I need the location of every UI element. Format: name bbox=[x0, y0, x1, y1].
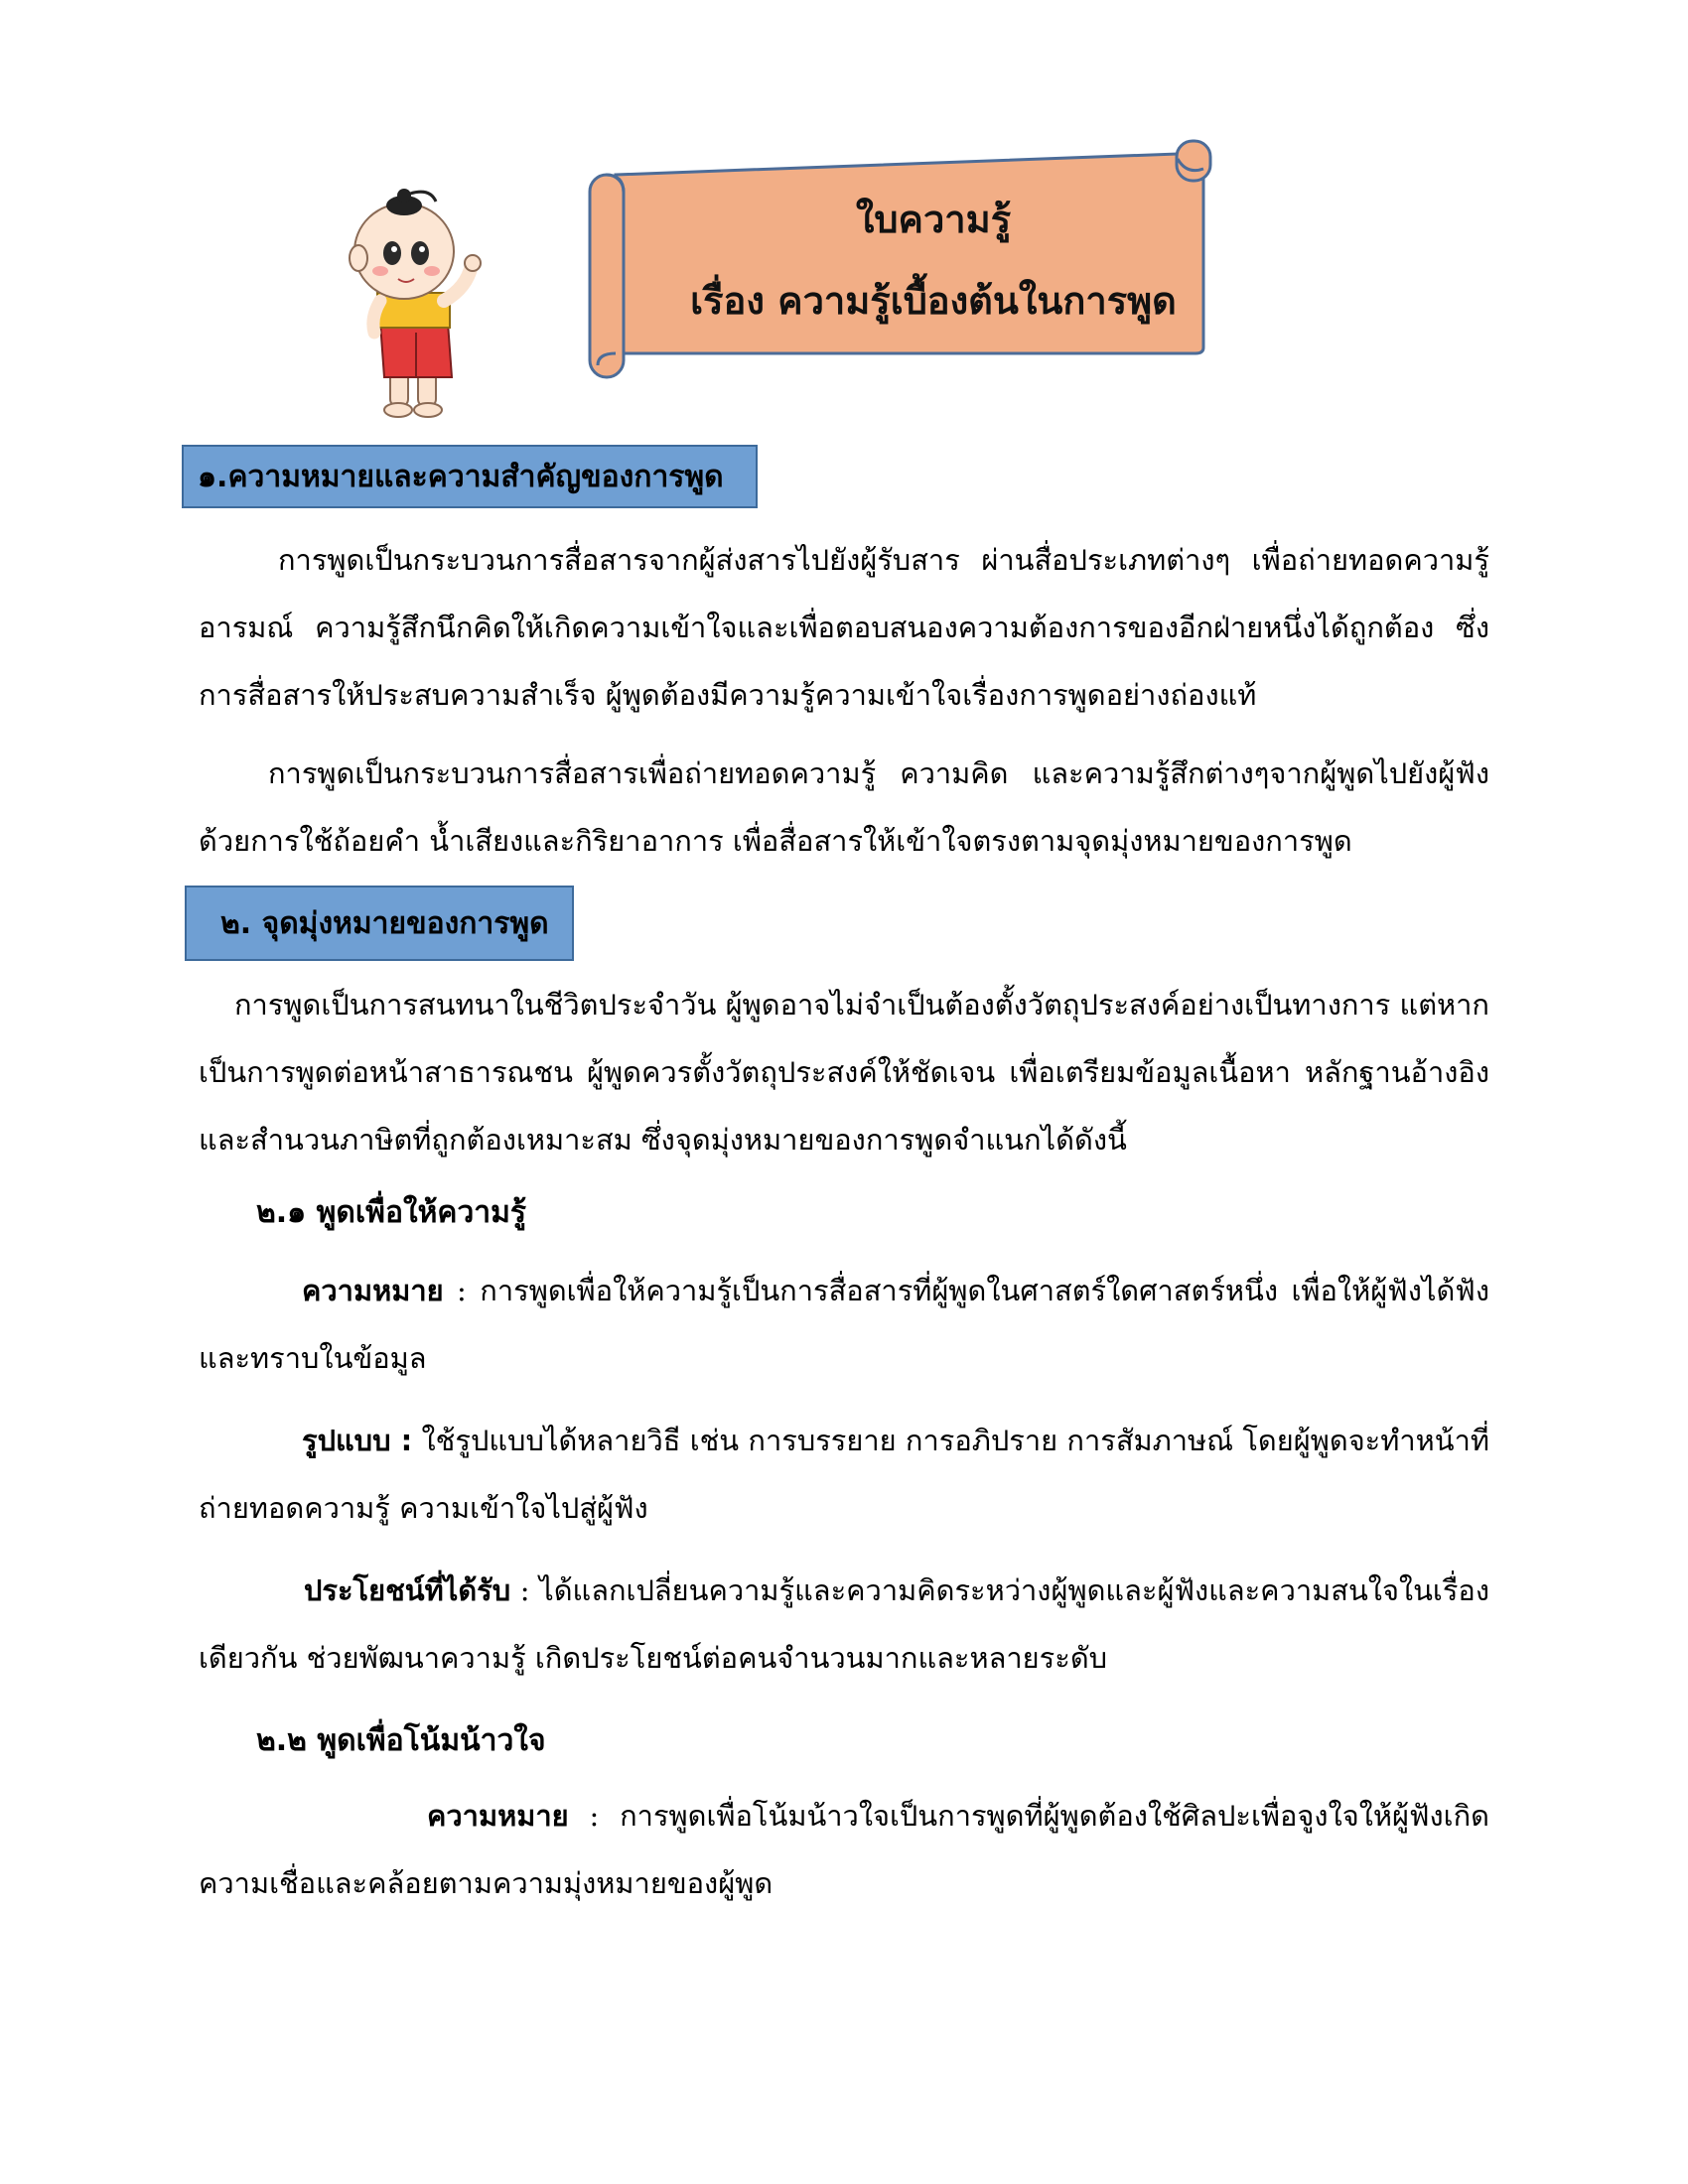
subsection-2-1-form bbox=[199, 1407, 1489, 1542]
scroll-banner-shape bbox=[586, 139, 1221, 387]
title-scroll-banner bbox=[586, 139, 1221, 387]
section-1-paragraph-2 bbox=[199, 740, 1489, 875]
section-1-heading bbox=[182, 445, 758, 508]
meaning-text: : การพูดเพื่อให้ความรู้เป็นการสื่อสารที่ผู้พูดในศาสตร์ใดศาสตร์หนึ่ง เพื่อให้ผู้ฟังได้ฟังและทราบในข้อมูล bbox=[199, 1274, 1489, 1375]
meaning-label: ความหมาย bbox=[302, 1274, 444, 1307]
form-text: ใช้รูปแบบได้หลายวิธี เช่น การบรรยาย การอภิปราย การสัมภาษณ์ โดยผู้พูดจะทำหน้าที่ถ่ายทอดความรู้ ความเข้าใจไปสู่ผู้ฟัง bbox=[199, 1424, 1489, 1525]
banner-subtitle: เรื่อง ความรู้เบื้องต้นในการพูด bbox=[690, 279, 1177, 323]
section-1-paragraph-2-text: การพูดเป็นกระบวนการสื่อสารเพื่อถ่ายทอดความรู้ ความคิด และความรู้สึกต่างๆจากผู้พูดไปยังผู้ฟัง ด้วยการใช้ถ้อยคำ น้ำเสียงและกิริยาอาการ เพื่อสื่อสารให้เข้าใจตรงตามจุดมุ่งหมายของการพูด bbox=[199, 756, 1489, 858]
subsection-2-1-heading: ๒.๑ พูดเพื่อให้ความรู้ bbox=[256, 1195, 527, 1230]
subsection-2-1-meaning bbox=[199, 1257, 1489, 1392]
benefit-text: : ได้แลกเปลี่ยนความรู้และความคิดระหว่างผู้พูดและผู้ฟังและความสนใจในเรื่องเดียวกัน ช่วยพัฒนาความรู้ เกิดประโยชน์ต่อคนจำนวนมากและหลายระดับ bbox=[199, 1573, 1489, 1675]
form-label: รูปแบบ : bbox=[302, 1424, 413, 1457]
section-1-heading-text: ๑.ความหมายและความสำคัญของการพูด bbox=[198, 459, 724, 494]
subsection-2-2-heading: ๒.๒ พูดเพื่อโน้มน้าวใจ bbox=[256, 1723, 546, 1758]
subsection-2-1-benefit bbox=[199, 1557, 1489, 1692]
section-2-heading-text: ๒. จุดมุ่งหมายของการพูด bbox=[220, 905, 549, 941]
section-1-paragraph-1 bbox=[199, 526, 1489, 729]
section-2-paragraph-1 bbox=[199, 971, 1489, 1173]
benefit-label: ประโยชน์ที่ได้รับ bbox=[304, 1573, 511, 1607]
section-2-heading bbox=[185, 886, 574, 961]
banner-title: ใบความรู้ bbox=[855, 198, 1012, 241]
thai-child-mascot-icon bbox=[333, 184, 501, 422]
subsection-2-2-meaning bbox=[199, 1782, 1489, 1917]
meaning-text-2: : การพูดเพื่อโน้มน้าวใจเป็นการพูดที่ผู้พูดต้องใช้ศิลปะเพื่อจูงใจให้ผู้ฟังเกิดความเชื่อและคล้อยตามความมุ่งหมายของผู้พูด bbox=[199, 1799, 1489, 1900]
section-1-paragraph-1-text: การพูดเป็นกระบวนการสื่อสารจากผู้ส่งสารไปยังผู้รับสาร ผ่านสื่อประเภทต่างๆ เพื่อถ่ายทอดความรู้ อารมณ์ ความรู้สึกนึกคิดให้เกิดความเข้าใจและเพื่อตอบสนองความต้องการของอีกฝ่ายหนึ่งได้ถูกต้อง ซึ่งการสื่อสารให้ประสบความสำเร็จ ผู้พูดต้องมีความรู้ความเข้าใจเรื่องการพูดอย่างถ่องแท้ bbox=[199, 543, 1489, 712]
section-2-paragraph-1-text: การพูดเป็นการสนทนาในชีวิตประจำวัน ผู้พูดอาจไม่จำเป็นต้องตั้งวัตถุประสงค์อย่างเป็นทางการ แต่หากเป็นการพูดต่อหน้าสาธารณชน ผู้พูดควรตั้งวัตถุประสงค์ให้ชัดเจน เพื่อเตรียมข้อมูลเนื้อหา หลักฐานอ้างอิงและสำนวนภาษิตที่ถูกต้องเหมาะสม ซึ่งจุดมุ่งหมายของการพูดจำแนกได้ดังนี้ bbox=[199, 988, 1489, 1157]
meaning-label-2: ความหมาย bbox=[427, 1799, 569, 1833]
